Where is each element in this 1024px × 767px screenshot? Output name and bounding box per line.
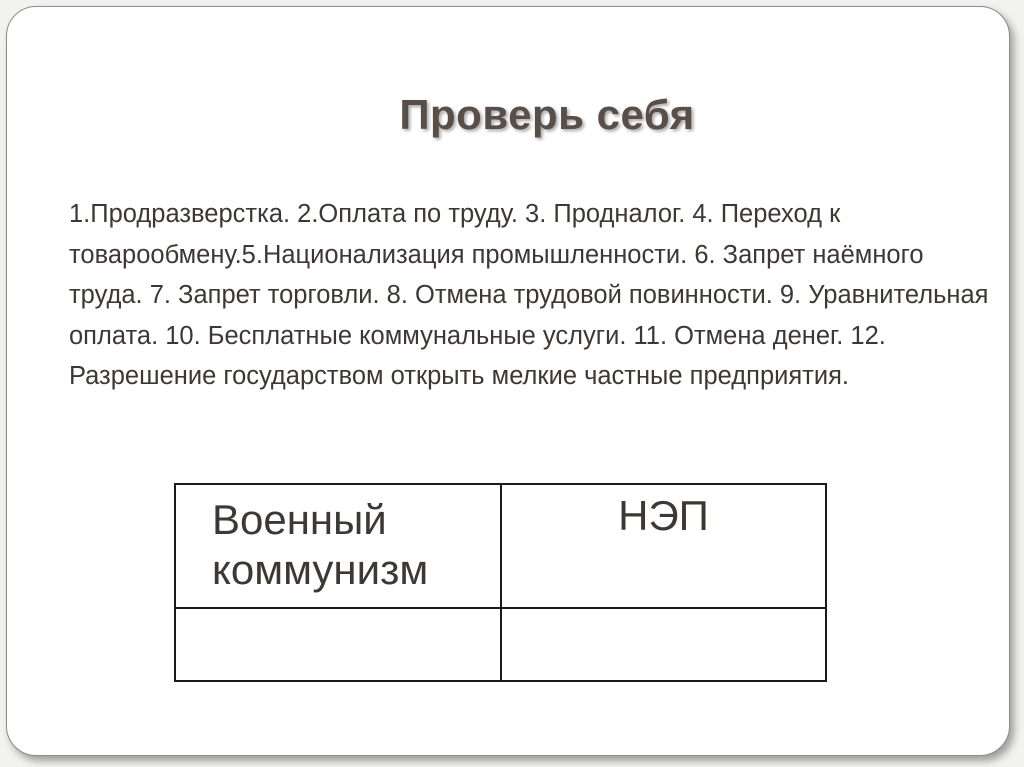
task-text: 1.Продразверстка. 2.Оплата по труду. 3. Продналог. 4. Переход к товарообмену.5.Национализация промышленности. 6. Запрет наёмного труда. 7. Запрет торговли. 8. Отмена трудовой повинности. 9. Уравнительная оплата. 10. Бесплатные коммунальные услуги. 11. Отмена денег. 12. Разрешение государством открыть мелкие частные предприятия. [69,200,989,390]
answer-cell-war-communism[interactable] [175,608,501,681]
comparison-table [174,483,827,682]
answer-cell-nep[interactable] [501,608,826,681]
header-nep: НЭП [618,492,709,539]
header-war-communism: Военный коммунизм [212,496,429,593]
slide-title: Проверь себя [399,91,695,138]
header-cell-war-communism [175,484,501,608]
header-cell-nep [501,484,826,608]
table-row [175,608,826,681]
slide [6,6,1010,756]
table-header-row [175,484,826,608]
